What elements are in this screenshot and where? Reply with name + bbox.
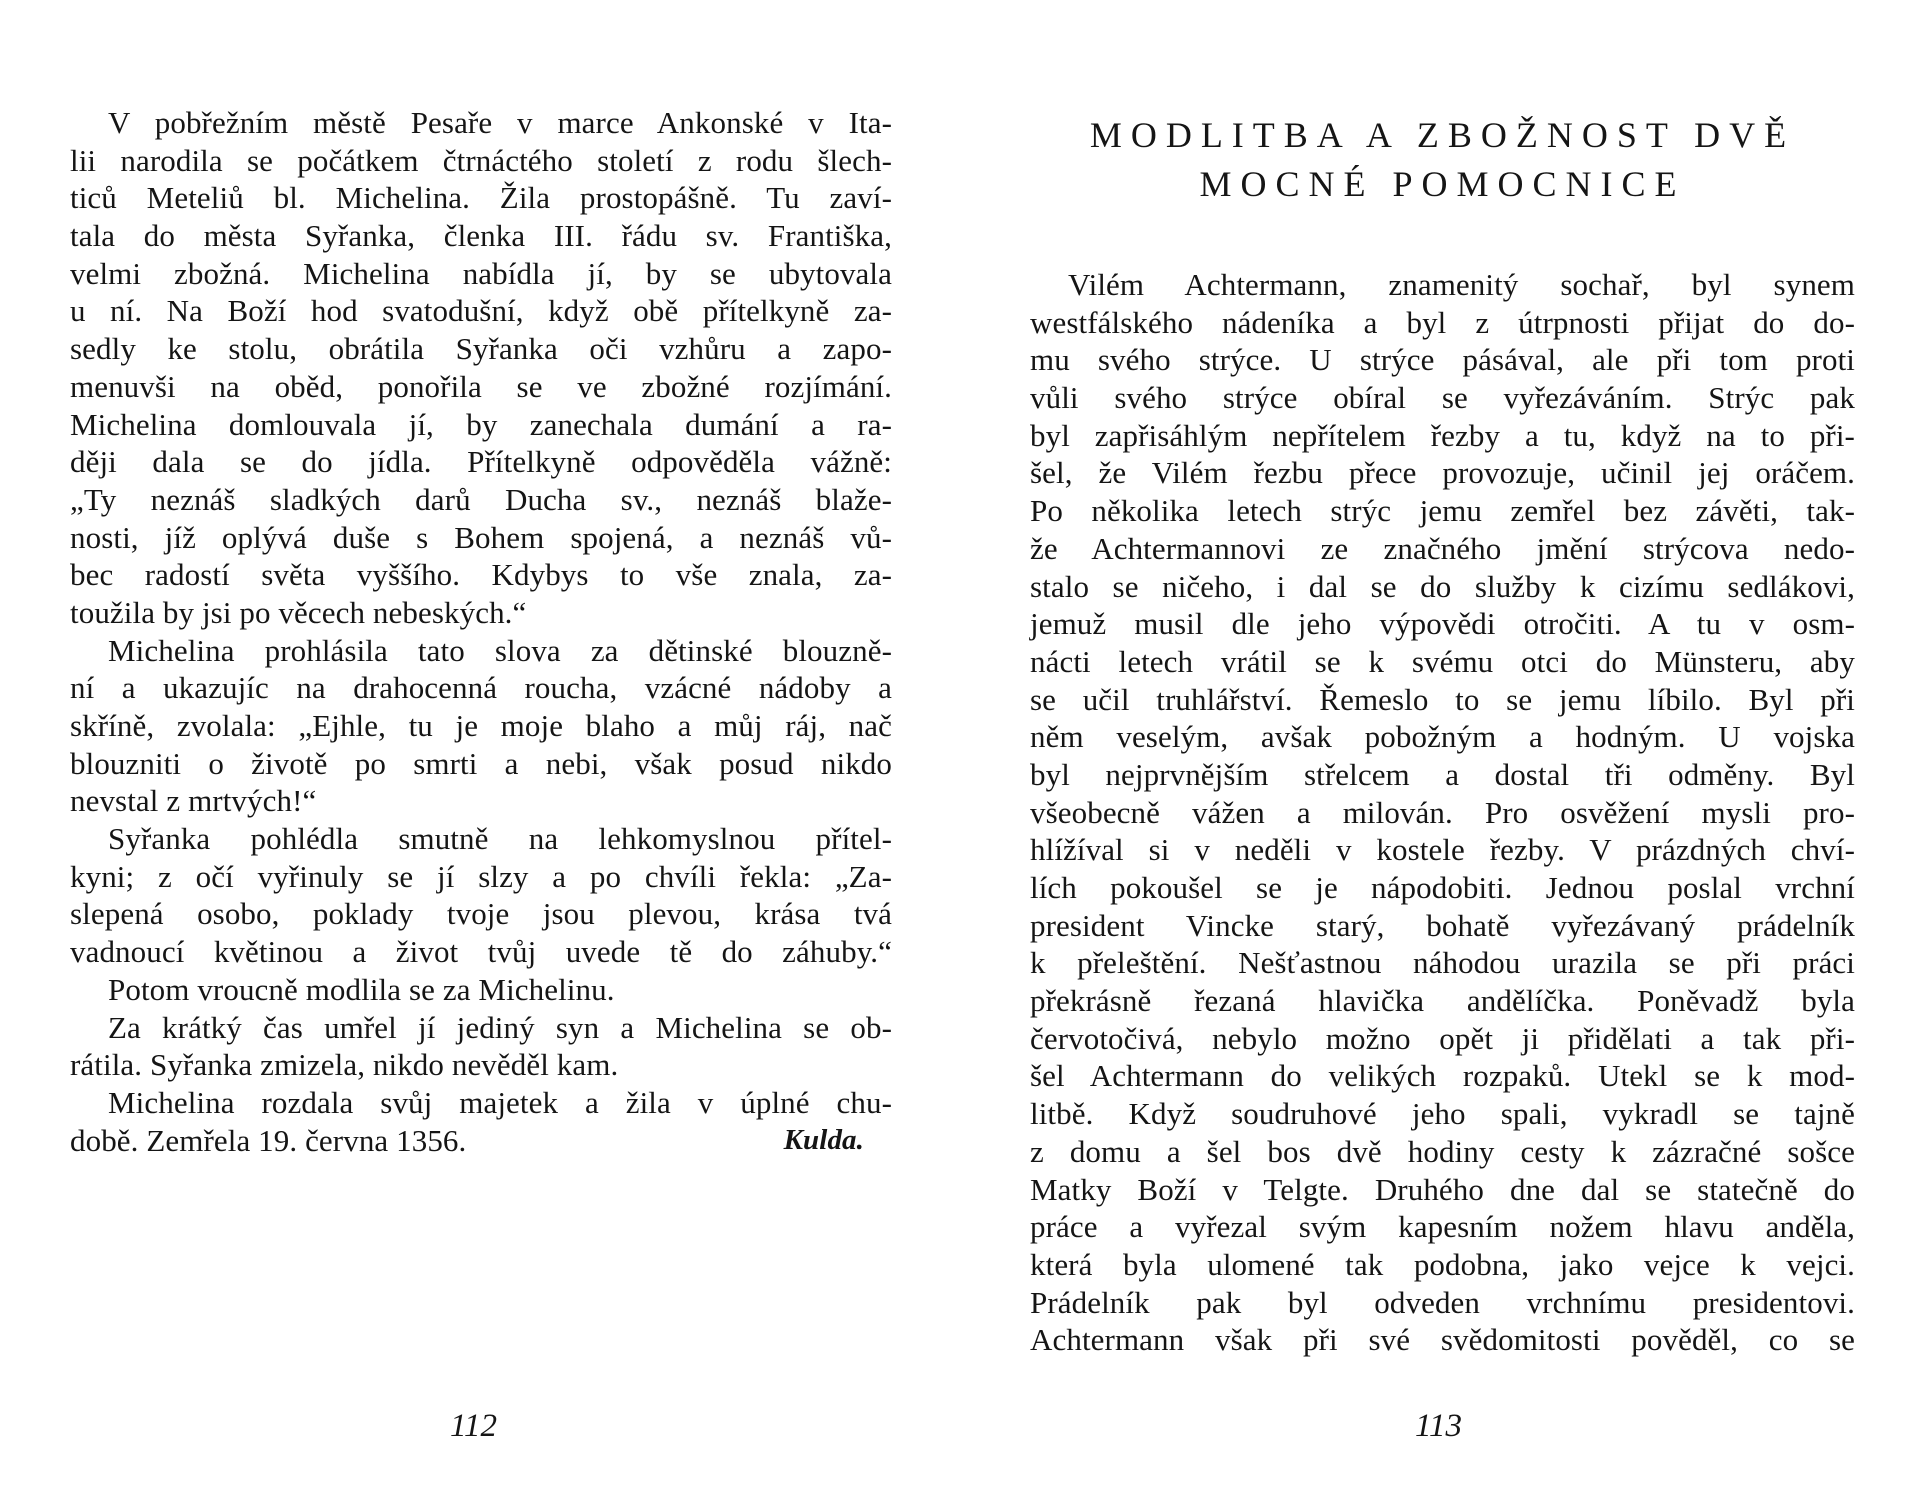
text-line: šel, že Vilém řezbu přece provozuje, učinil jej oráčem. (1030, 455, 1855, 491)
text-line: lích pokoušel se je nápodobiti. Jednou poslal vrchní (1030, 870, 1855, 905)
text-line: ticů Meteliů bl. Michelina. Žila prostopášně. Tu zaví- (70, 180, 892, 216)
text-line: V pobřežním městě Pesaře v marce Ankonské v Ita- (108, 105, 892, 140)
text-line: hlížíval si v neděli v kostele řezby. V prázdných chví- (1030, 832, 1855, 868)
text-line: westfálského nádeníka a byl z útrpnosti přijat do do- (1030, 304, 1855, 340)
text-line: toužila by jsi po věcech nebeských.“ (70, 594, 527, 630)
text-line: práce a vyřezal svým kapesním nožem hlavu anděla, (1030, 1209, 1855, 1245)
text-line: která byla ulomené tak podobna, jako vejce k vejci. (1030, 1246, 1855, 1282)
text-line: že Achtermannovi ze značného jmění strýcova nedo- (1030, 530, 1855, 566)
text-line: Vilém Achtermann, znamenitý sochař, byl synem (1068, 267, 1855, 302)
text-line: velmi zbožná. Michelina nabídla jí, by se ubytovala (70, 255, 892, 291)
text-line: nácti letech vrátil se k svému otci do Münsteru, aby (1030, 643, 1855, 679)
text-line: Achtermann však při své svědomitosti pověděl, co se (1030, 1322, 1855, 1358)
text-line-with-signature (70, 1122, 892, 1160)
text-line: ní a ukazujíc na drahocenná roucha, vzácné nádoby a (70, 670, 892, 706)
text-line: vůli svého strýce obíral se vyřezáváním. Strýc pak (1030, 380, 1855, 416)
text-line: se učil truhlářství. Řemeslo to se jemu líbilo. Byl při (1030, 681, 1855, 717)
text-line: vadnoucí květinou a život tvůj uvede tě do záhuby.“ (70, 934, 892, 970)
text-line: nosti, jíž oplývá duše s Bohem spojená, a neznáš vů- (70, 519, 892, 555)
text-line-last: době. Zemřela 19. června 1356. (70, 1122, 467, 1158)
text-line: něm veselým, avšak pobožným a hodným. U vojska (1030, 719, 1855, 755)
text-line: president Vincke starý, bohatě vyřezávaný prádelník (1030, 907, 1855, 943)
text-line: u ní. Na Boží hod svatodušní, když obě přítelkyně za- (70, 293, 892, 329)
author-signature: Kulda. (783, 1123, 864, 1156)
text-line: blouzniti o životě po smrti a nebi, však posud nikdo (70, 745, 892, 781)
text-line: ději dala se do jídla. Přítelkyně odpověděla vážně: (70, 444, 892, 480)
text-line: Syřanka pohlédla smutně na lehkomyslnou přítel- (108, 821, 892, 857)
text-line: byl nejprvnějším střelcem a dostal tři odměny. Byl (1030, 756, 1855, 792)
text-line: litbě. Když soudruhové jeho spali, vykradl se tajně (1030, 1096, 1855, 1132)
text-line: Potom vroucně modlila se za Michelinu. (108, 971, 615, 1007)
text-line: Matky Boží v Telgte. Druhého dne dal se statečně do (1030, 1171, 1855, 1207)
chapter-heading (1030, 111, 1855, 209)
text-line: jemuž musil dle jeho výpovědi otročiti. A tu v osm- (1030, 606, 1855, 642)
text-line: „Ty neznáš sladkých darů Ducha sv., neznáš blaže- (70, 481, 892, 517)
text-line: rátila. Syřanka zmizela, nikdo nevěděl kam. (70, 1047, 619, 1083)
text-line: Michelina prohlásila tato slova za dětinské blouzně- (108, 632, 892, 668)
text-line: Prádelník pak byl odveden vrchnímu presidentovi. (1030, 1284, 1855, 1320)
text-line: šel Achtermann do velikých rozpaků. Utekl se k mod- (1030, 1058, 1855, 1094)
text-line: bec radostí světa vyššího. Kdybys to vše znala, za- (70, 557, 892, 593)
page-number: 112 (450, 1408, 498, 1444)
text-line: překrásně řezaná hlavička andělíčka. Poněvadž byla (1030, 983, 1855, 1019)
text-line: skříně, zvolala: „Ejhle, tu je moje blaho a můj ráj, nač (70, 708, 892, 743)
text-line: slepená osobo, poklady tvoje jsou plevou, krása tvá (70, 896, 892, 932)
text-line: všeobecně vážen a milován. Pro osvěžení mysli pro- (1030, 794, 1855, 830)
text-line: Za krátký čas umřel jí jediný syn a Michelina se ob- (108, 1009, 892, 1045)
right-page-text (1030, 266, 1855, 1359)
text-line: Po několika letech strýc jemu zemřel bez závěti, tak- (1030, 493, 1855, 529)
text-line: kyni; z očí vyřinuly se jí slzy a po chvíli řekla: „Za- (70, 858, 892, 894)
chapter-heading-line-1: MODLITBA A ZBOŽNOST DVĚ (1089, 115, 1796, 155)
chapter-heading-line-2: MOCNÉ POMOCNICE (1199, 164, 1686, 204)
page-number: 113 (1415, 1408, 1463, 1444)
text-line: Michelina domlouvala jí, by zanechala dumání a ra- (70, 406, 892, 442)
text-line: Michelina rozdala svůj majetek a žila v úplné chu- (108, 1084, 892, 1120)
text-line: tala do města Syřanka, členka III. řádu sv. Františka, (70, 218, 892, 254)
text-line: z domu a šel bos dvě hodiny cesty k zázračné sošce (1030, 1133, 1855, 1169)
text-line: k přeleštění. Nešťastnou náhodou urazila se při práci (1030, 945, 1855, 981)
text-line: stalo se ničeho, i dal se do služby k cizímu sedlákovi, (1030, 568, 1855, 604)
text-line: mu svého strýce. U strýce pásával, ale při tom proti (1030, 342, 1855, 378)
text-line: menuvši na oběd, ponořila se ve zbožné rozjímání. (70, 368, 892, 404)
text-line: nevstal z mrtvých!“ (70, 783, 317, 819)
text-line: byl zapřisáhlým nepřítelem řezby a tu, když na to při- (1030, 417, 1855, 453)
text-line: lii narodila se počátkem čtrnáctého století z rodu šlech- (70, 142, 892, 178)
text-line: červotočivá, nebylo možno opět ji přidělati a tak při- (1030, 1020, 1855, 1056)
left-page-text (70, 104, 892, 1159)
text-line: sedly ke stolu, obrátila Syřanka oči vzhůru a zapo- (70, 331, 892, 367)
